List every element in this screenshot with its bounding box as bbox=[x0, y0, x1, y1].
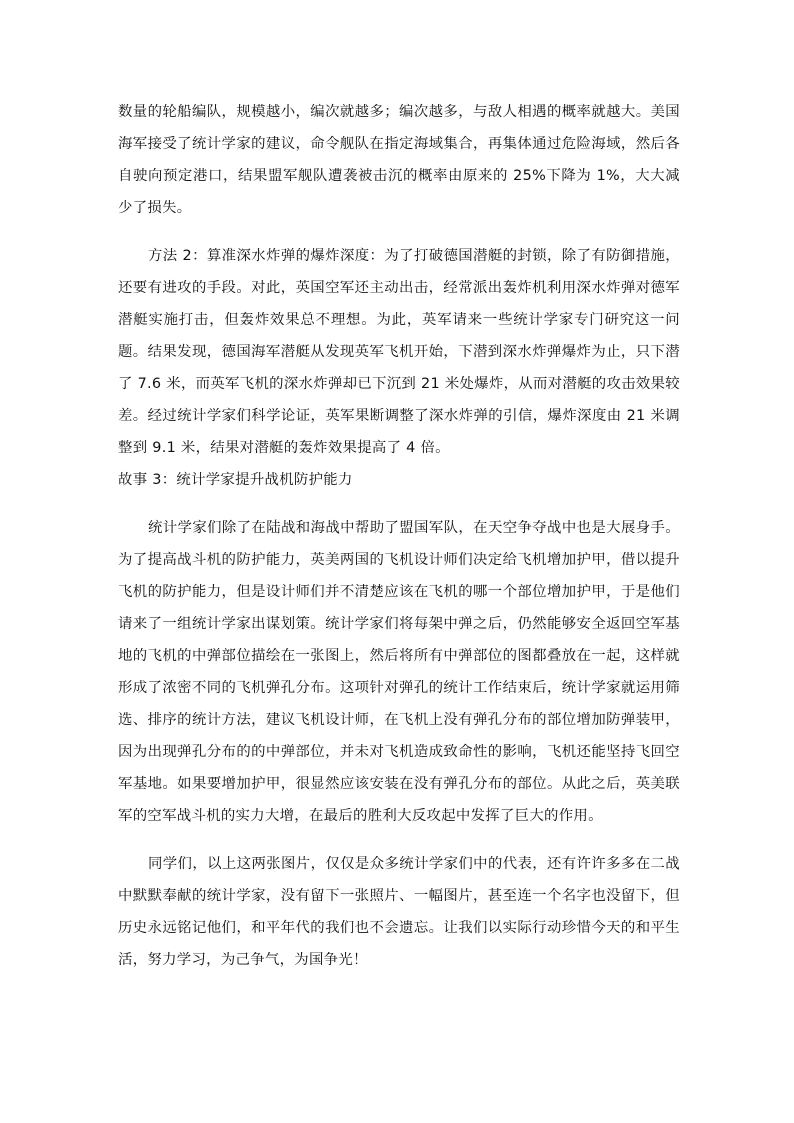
paragraph-convoy-continuation: 数量的轮船编队，规模越小，编次就越多；编次越多，与敌人相遇的概率就越大。美国海军接受了统计学家的建议，命令舰队在指定海域集合，再集体通过危险海域，然后各自驶向预定港口，结果盟军舰队遭袭被击沉的概率由原来的 25%下降为 1%，大大减少了损失。 bbox=[118, 104, 680, 216]
document-body bbox=[118, 96, 680, 976]
paragraph-aircraft-armor: 统计学家们除了在陆战和海战中帮助了盟国军队，在天空争夺战中也是大展身手。为了提高战斗机的防护能力，英美两国的飞机设计师们决定给飞机增加护甲，借以提升飞机的防护能力，但是设计师们并不清楚应该在飞机的哪一个部位增加护甲，于是他们请来了一组统计学家出谋划策。统计学家们将每架中弹之后，仍然能够安全返回空军基地的飞机的中弹部位描绘在一张图上，然后将所有中弹部位的图都叠放在一起，这样就形成了浓密不同的飞机弹孔分布。这项针对弹孔的统计工作结束后，统计学家就运用筛选、排序的统计方法，建议飞机设计师，在飞机上没有弹孔分布的部位增加防弹装甲，因为出现弹孔分布的的中弹部位，并未对飞机造成致命性的影响，飞机还能坚持飞回空军基地。如果要增加护甲，很显然应该安装在没有弹孔分布的部位。从此之后，英美联军的空军战斗机的实力大增，在最后的胜利大反攻起中发挥了巨大的作用。 bbox=[118, 520, 680, 824]
paragraph-closing-remarks: 同学们，以上这两张图片，仅仅是众多统计学家们中的代表，还有许许多多在二战中默默奉献的统计学家，没有留下一张照片、一幅图片，甚至连一个名字也没留下，但历史永远铭记他们，和平年代的我们也不会遗忘。让我们以实际行动珍惜今天的和平生活，努力学习，为己争气，为国争光！ bbox=[118, 856, 680, 968]
paragraph-method-2-depth-charge: 方法 2：算准深水炸弹的爆炸深度：为了打破德国潜艇的封锁，除了有防御措施，还要有进攻的手段。对此，英国空军还主动出击，经常派出轰炸机利用深水炸弹对德军潜艇实施打击，但轰炸效果总不理想。为此，英军请来一些统计学家专门研究这一问题。结果发现，德国海军潜艇从发现英军飞机开始，下潜到深水炸弹爆炸为止，只下潜了 7.6 米，而英军飞机的深水炸弹却已下沉到 21 米处爆炸，从而对潜艇的攻击效果较差。经过统计学家们科学论证，英军果断调整了深水炸弹的引信，爆炸深度由 21 米调整到 9.1 米，结果对潜艇的轰炸效果提高了 4 倍。 bbox=[118, 248, 680, 456]
section-heading-story-3: 故事 3：统计学家提升战机防护能力 bbox=[118, 472, 353, 488]
